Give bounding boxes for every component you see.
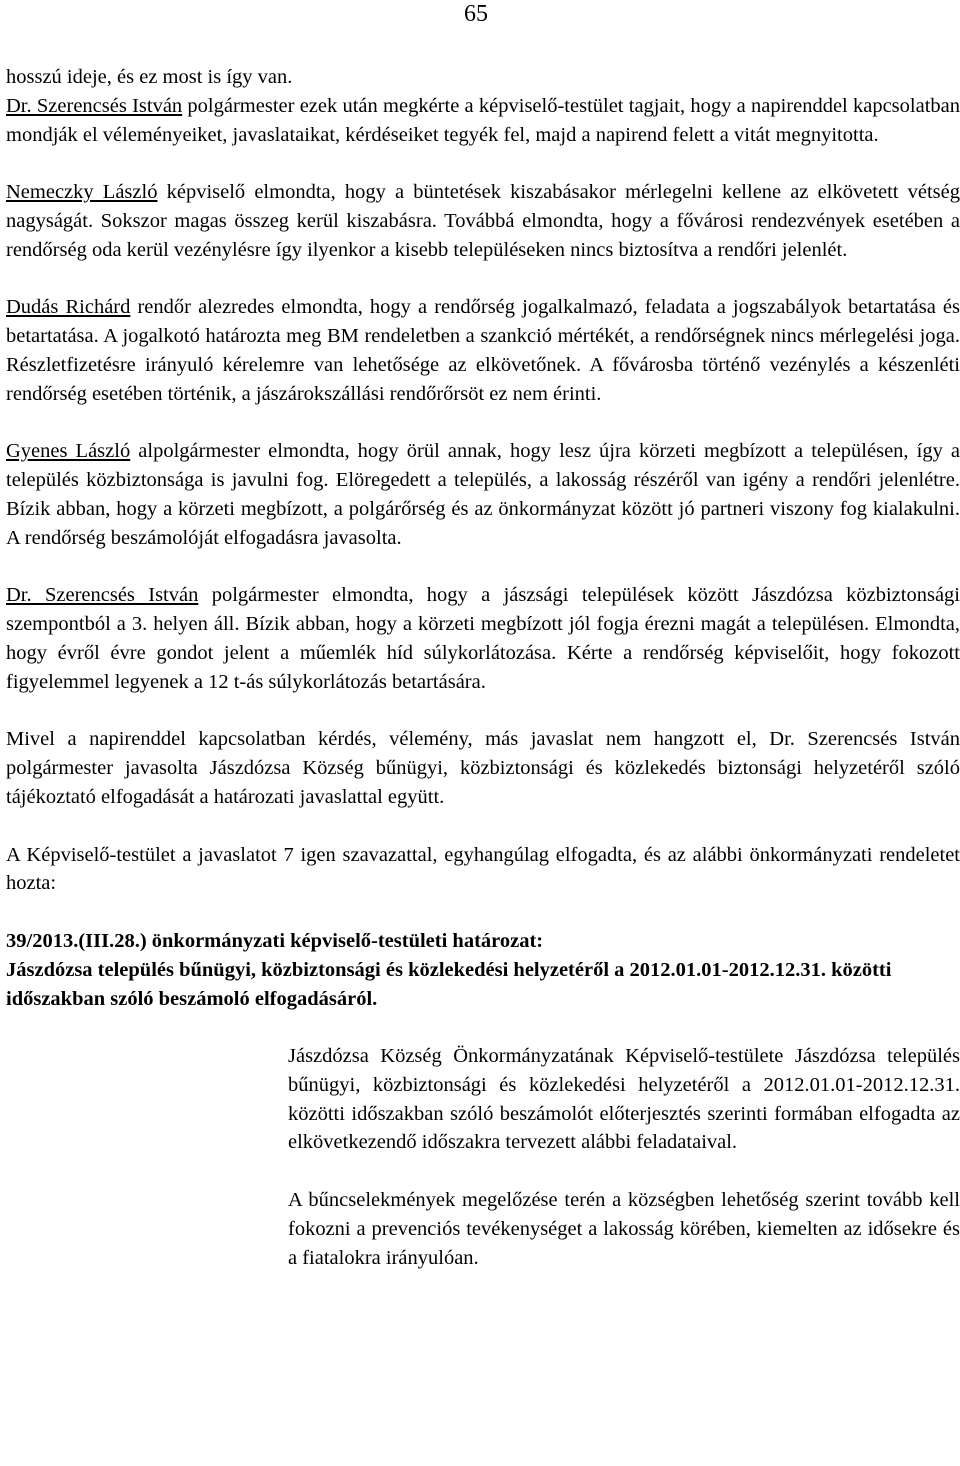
paragraph bbox=[6, 63, 960, 92]
speaker-name bbox=[6, 584, 198, 606]
paragraph-text: rendőr alezredes elmondta, hogy a rendőrség jogalkalmazó, feladata a jogszabályok betartatása és betartatása. A jogalkotó határozta meg BM rendeletben a szankció mértékét, a rendőrségnek nincs mérlegelési joga. Részletfizetésre irányuló kérelemre van lehetősége az elkövetőnek. A fővárosba történő vezénylés a készenléti rendőrség esetében történik, a jászárokszállási rendőrőrsöt ez nem érinti. bbox=[6, 296, 960, 405]
paragraph bbox=[6, 293, 960, 408]
paragraph-text: képviselő elmondta, hogy a büntetések kiszabásakor mérlegelni kellene az elkövetett vétség nagyságát. Sokszor magas összeg kerül kiszabásra. Továbbá elmondta, hogy a fővárosi rendezvények esetében a rendőrség oda kerül vezénylésre így ilyenkor a kisebb településeken nincs biztosítva a rendőri jelenlét. bbox=[6, 181, 960, 261]
speaker-title: Dr. bbox=[6, 584, 45, 607]
resolution-text: Jászdózsa Község Önkormányzatának Képviselő-testülete Jászdózsa település bűnügyi, közbiztonsági és közlekedési helyzetéről a 2012.01.01-2012.12.31. közötti időszakban szóló beszámolót előterjesztés szerinti formában elfogadta az elkövetkezendő időszakra tervezett alábbi feladataival. bbox=[288, 1045, 960, 1154]
resolution-task: A bűncselekmények megelőzése terén a községben lehetőség szerint tovább kell fokozni a prevenciós tevékenységet a lakosság körében, kiemelten az idősekre és a fiatalokra irányulóan. bbox=[288, 1189, 960, 1269]
paragraph-text: alpolgármester elmondta, hogy örül annak, hogy lesz újra körzeti megbízott a településen, így a település közbiztonsága is javulni fog. Elöregedett a település, a lakosság részéről van igény a rendőri jelenlétre. Bízik abban, hogy a körzeti megbízott, a polgárőrség és az önkormányzat között jó partneri viszony fog kialakulni. A rendőrség beszámolóját elfogadásra javasolta. bbox=[6, 440, 960, 549]
speaker-label: Szerencsés István bbox=[44, 584, 199, 607]
paragraph: Mivel a napirenddel kapcsolatban kérdés, vélemény, más javaslat nem hangzott el, Dr. Szerencsés István polgármester javasolta Jászdózsa Község bűnügyi, közbiztonsági és közlekedés biztonsági helyzetéről szóló tájékoztató elfogadását a határozati javaslattal együtt. bbox=[6, 728, 960, 808]
resolution-title: Jászdózsa település bűnügyi, közbiztonsági és közlekedési helyzetéről a 2012.01.01-2012.12.31. közötti időszakban szóló beszámoló elfogadásáról. bbox=[6, 958, 892, 1010]
paragraph bbox=[6, 92, 960, 150]
speaker-label: Szerencsés István bbox=[36, 94, 183, 117]
speaker-name: Gyenes László bbox=[6, 440, 131, 463]
resolution-number: 39/2013.(III.28.) önkormányzati képviselő-testületi határozat: bbox=[6, 929, 544, 952]
paragraph bbox=[6, 581, 960, 696]
speaker-name: Dudás Richárd bbox=[6, 296, 131, 319]
paragraph-text: polgármester ezek után megkérte a képviselő-testület tagjait, hogy a napirenddel kapcsolatban mondják el véleményeiket, javaslataikat, kérdéseiket tegyék fel, majd a napirend felett a vitát megnyitotta. bbox=[6, 94, 960, 146]
paragraph: A Képviselő-testület a javaslatot 7 igen szavazattal, egyhangúlag elfogadta, és az alábbi önkormányzati rendeletet hozta: bbox=[6, 843, 960, 895]
paragraph-text: hosszú ideje, és ez most is így van. bbox=[6, 66, 293, 88]
speaker-name bbox=[6, 95, 182, 117]
paragraph-text: polgármester elmondta, hogy a jászsági települések között Jászdózsa közbiztonsági szempontból a 3. helyen áll. Bízik abban, hogy a körzeti megbízott jól fogja érezni magát a településen. Elmondta, hogy évről évre gondot jelent a műemlék híd súlykorlátozása. Kérte a rendőrség képviselőit, hogy fokozott figyelemmel legyenek a 12 t-ás súlykorlátozás betartására. bbox=[6, 584, 960, 693]
speaker-name: Nemeczky László bbox=[6, 181, 158, 204]
speaker-title: Dr. bbox=[6, 94, 37, 117]
paragraph bbox=[6, 178, 960, 264]
document-body bbox=[6, 63, 960, 1272]
paragraph bbox=[6, 437, 960, 552]
page-number: 65 bbox=[464, 1, 488, 27]
